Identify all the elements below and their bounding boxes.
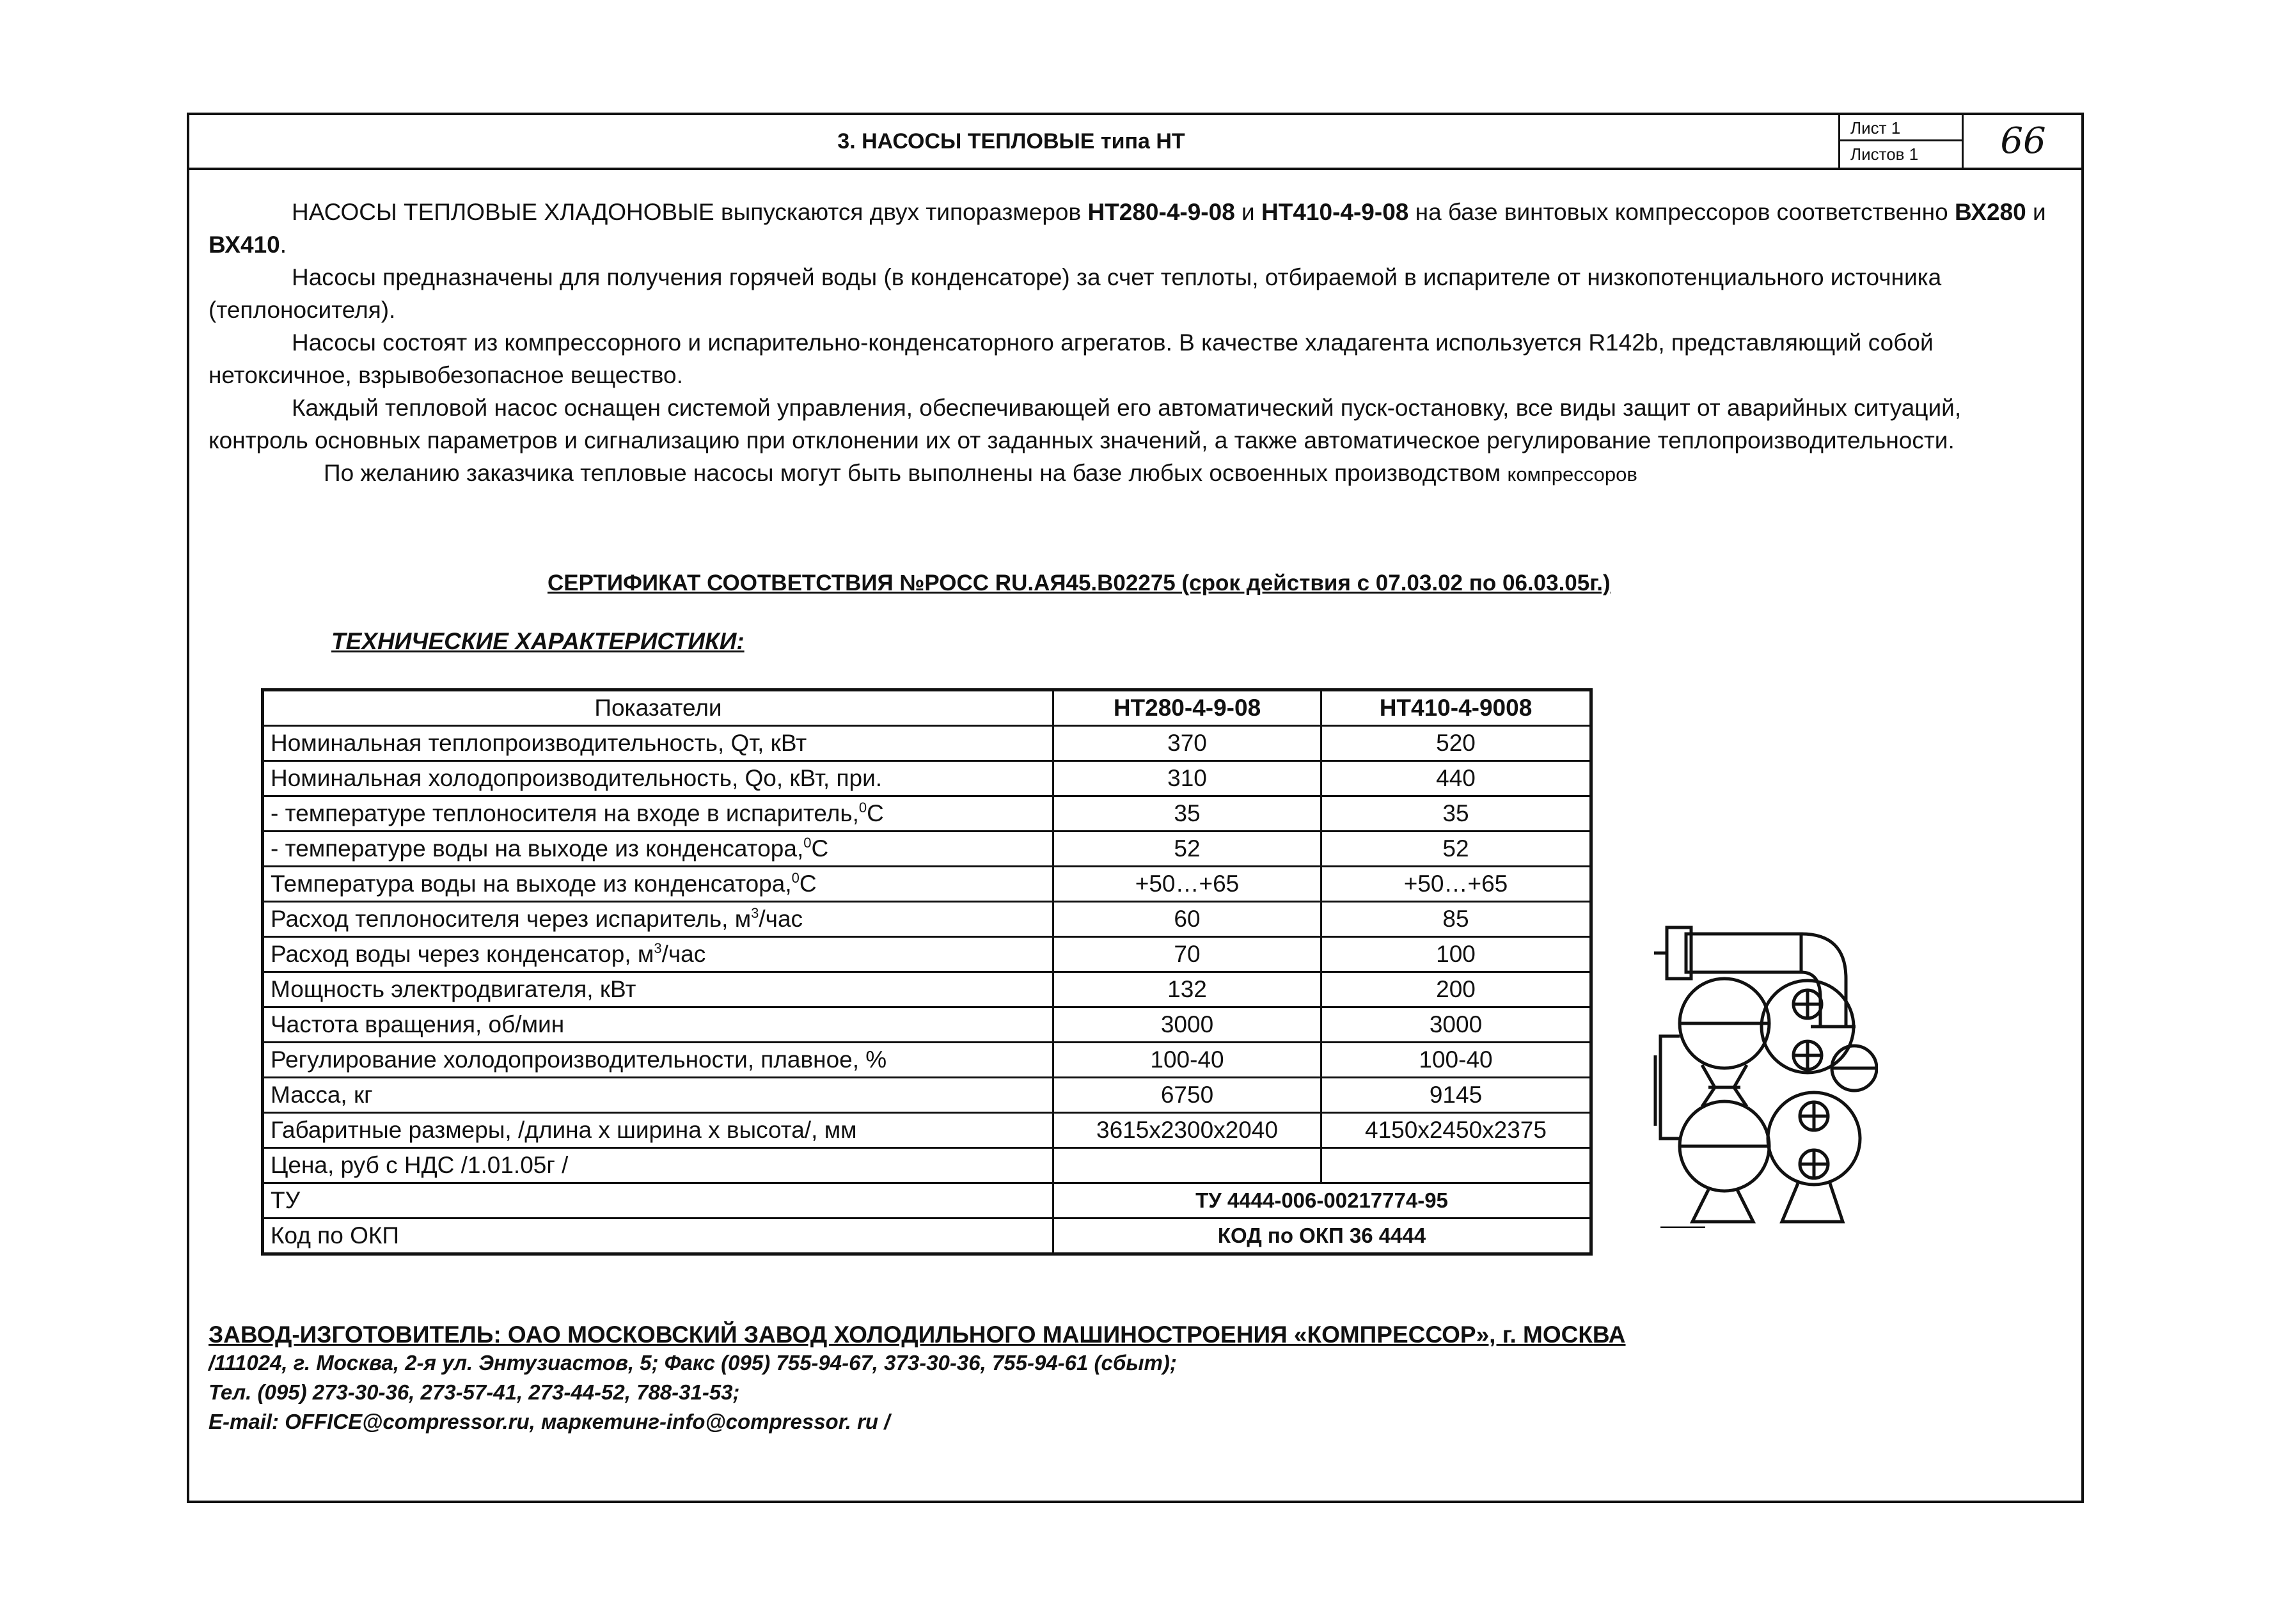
row-label xyxy=(263,726,1053,761)
row-label xyxy=(263,832,1053,867)
row-value-model-2: 3000 xyxy=(1321,1007,1591,1043)
manufacturer-heading: ЗАВОД-ИЗГОТОВИТЕЛЬ: ОАО МОСКОВСКИЙ ЗАВОД ХОЛОДИЛЬНОГО МАШИНОСТРОЕНИЯ «КОМПРЕССОР», г. МОСКВА xyxy=(209,1321,1626,1348)
row-label xyxy=(263,1007,1053,1043)
p1-text-d: и xyxy=(2026,199,2046,225)
okp-label: Код по ОКП xyxy=(263,1218,1053,1254)
intro-paragraph-3: Насосы состоят из компрессорного и испарительно-конденсаторного агрегатов. В качестве хладагента используется R142b, представляющий собой нетоксичное, взрывобезопасное вещество. xyxy=(209,329,1934,388)
row-label-text: Масса, кг xyxy=(271,1082,373,1108)
row-value-model-1 xyxy=(1053,1148,1321,1183)
header-bar xyxy=(189,115,2081,170)
p1-model-2: НТ410-4-9-08 xyxy=(1261,199,1409,225)
row-value-model-2: 440 xyxy=(1321,761,1591,796)
row-value-model-2: 100-40 xyxy=(1321,1043,1591,1078)
intro-paragraph-1 xyxy=(209,196,2057,261)
row-label-superscript: 0 xyxy=(858,800,867,816)
row-label-unit: /час xyxy=(661,941,706,967)
table-row xyxy=(263,1078,1591,1113)
sheet-label: Лист 1 xyxy=(1840,115,1962,141)
table-row-tu xyxy=(263,1183,1591,1218)
row-value-model-2: 9145 xyxy=(1321,1078,1591,1113)
row-label-text: Регулирование холодопроизводительности, плавное, % xyxy=(271,1046,887,1073)
table-header-row xyxy=(263,690,1591,726)
p5-text-b: компрессоров xyxy=(1507,463,1637,485)
row-label-text: Расход воды через конденсатор, м xyxy=(271,941,654,967)
table-row xyxy=(263,1113,1591,1148)
manufacturer-email: E-mail: OFFICE@compressor.ru, маркетинг-info@compressor. ru / xyxy=(209,1410,890,1433)
p1-text-a: НАСОСЫ ТЕПЛОВЫЕ ХЛАДОНОВЫЕ выпускаются двух типоразмеров xyxy=(292,199,1088,225)
row-label-text: Цена, руб с НДС /1.01.05г / xyxy=(271,1152,569,1178)
row-value-model-1: 132 xyxy=(1053,972,1321,1007)
row-value-model-2: 35 xyxy=(1321,796,1591,832)
row-label xyxy=(263,972,1053,1007)
row-value-model-1: 35 xyxy=(1053,796,1321,832)
row-label-text: Номинальная холодопроизводительность, Qо, кВт, при. xyxy=(271,765,883,791)
row-label xyxy=(263,1043,1053,1078)
row-label-text: - температуре воды на выходе из конденсатора, xyxy=(271,835,804,862)
row-label-unit: /час xyxy=(759,906,803,932)
row-value-model-1: 60 xyxy=(1053,902,1321,937)
table-row xyxy=(263,902,1591,937)
manufacturer-block xyxy=(209,1321,2063,1437)
tech-specs-heading: ТЕХНИЧЕСКИЕ ХАРАКТЕРИСТИКИ: xyxy=(331,628,745,654)
header-model-2: НТ410-4-9008 xyxy=(1321,690,1591,726)
row-label xyxy=(263,902,1053,937)
row-value-model-2: 200 xyxy=(1321,972,1591,1007)
row-value-model-1: 6750 xyxy=(1053,1078,1321,1113)
row-label-unit: С xyxy=(867,800,884,826)
manufacturer-address: /111024, г. Москва, 2-я ул. Энтузиастов, 5; Факс (095) 755-94-67, 373-30-36, 755-94-61 (сбыт); xyxy=(209,1351,1177,1375)
row-label-text: Частота вращения, об/мин xyxy=(271,1011,565,1037)
p1-compressor-1: ВХ280 xyxy=(1954,199,2026,225)
intro-text xyxy=(209,196,2057,491)
row-label-text: Мощность электродвигателя, кВт xyxy=(271,976,636,1002)
table-row xyxy=(263,1007,1591,1043)
row-label-text: Температура воды на выходе из конденсатора, xyxy=(271,871,792,897)
row-label-superscript: 3 xyxy=(654,940,662,956)
row-label-text: - температуре теплоносителя на входе в испаритель, xyxy=(271,800,859,826)
row-value-model-2: 520 xyxy=(1321,726,1591,761)
row-label-text: Габаритные размеры, /длина х ширина х высота/, мм xyxy=(271,1117,857,1143)
header-indicators: Показатели xyxy=(263,690,1053,726)
row-value-model-1: 52 xyxy=(1053,832,1321,867)
row-value-model-1: 70 xyxy=(1053,937,1321,972)
intro-paragraph-5 xyxy=(209,457,2057,491)
row-label-unit: С xyxy=(811,835,829,862)
page-frame xyxy=(187,113,2084,1503)
row-label xyxy=(263,796,1053,832)
row-value-model-1: 370 xyxy=(1053,726,1321,761)
row-label xyxy=(263,867,1053,902)
row-value-model-1: 310 xyxy=(1053,761,1321,796)
row-label-unit: С xyxy=(799,871,817,897)
manufacturer-phones: Тел. (095) 273-30-36, 273-57-41, 273-44-52, 788-31-53; xyxy=(209,1380,740,1404)
row-value-model-1: 3615х2300х2040 xyxy=(1053,1113,1321,1148)
p1-text-b: и xyxy=(1234,199,1262,225)
section-title: 3. НАСОСЫ ТЕПЛОВЫЕ типа НТ xyxy=(837,129,1185,154)
certificate-line: СЕРТИФИКАТ СООТВЕТСТВИЯ №РОСС RU.АЯ45.В02275 (срок действия с 07.03.02 по 06.03.05г.) xyxy=(548,571,1611,595)
header-model-1: НТ280-4-9-08 xyxy=(1053,690,1321,726)
row-value-model-1: 3000 xyxy=(1053,1007,1321,1043)
row-value-model-1: 100-40 xyxy=(1053,1043,1321,1078)
row-label-superscript: 3 xyxy=(751,905,759,921)
sheet-info-box xyxy=(1838,115,1964,168)
table-row xyxy=(263,832,1591,867)
table-row xyxy=(263,937,1591,972)
table-row xyxy=(263,1043,1591,1078)
row-label xyxy=(263,1113,1053,1148)
row-label-text: Номинальная теплопроизводительность, Qт, кВт xyxy=(271,730,807,756)
p1-model-1: НТ280-4-9-08 xyxy=(1087,199,1235,225)
row-label xyxy=(263,1078,1053,1113)
table-row xyxy=(263,1148,1591,1183)
table-row xyxy=(263,867,1591,902)
p1-text-e: . xyxy=(280,232,287,258)
table-row xyxy=(263,761,1591,796)
page-number: 66 xyxy=(2000,120,2046,162)
p5-text-a: По желанию заказчика тепловые насосы могут быть выполнены на базе любых освоенных производством xyxy=(324,460,1508,486)
tu-label: ТУ xyxy=(263,1183,1053,1218)
row-value-model-2: 4150х2450х2375 xyxy=(1321,1113,1591,1148)
table-row xyxy=(263,972,1591,1007)
row-value-model-2: 100 xyxy=(1321,937,1591,972)
specs-table xyxy=(261,688,1593,1256)
p1-compressor-2: ВХ410 xyxy=(209,232,280,258)
row-label xyxy=(263,1148,1053,1183)
row-value-model-2: 85 xyxy=(1321,902,1591,937)
intro-paragraph-4: Каждый тепловой насос оснащен системой управления, обеспечивающей его автоматический пуск-остановку, все виды защит от аварийных ситуаций, контроль основных параметров и сигнализацию при отклонении их от заданных значений, а также автоматическое регулирование теплопроизводительности. xyxy=(209,395,1962,453)
row-value-model-2: +50…+65 xyxy=(1321,867,1591,902)
row-value-model-2 xyxy=(1321,1148,1591,1183)
row-value-model-2: 52 xyxy=(1321,832,1591,867)
p1-text-c: на базе винтовых компрессоров соответственно xyxy=(1408,199,1955,225)
okp-value: КОД по ОКП 36 4444 xyxy=(1053,1218,1591,1254)
row-label xyxy=(263,761,1053,796)
intro-paragraph-2: Насосы предназначены для получения горячей воды (в конденсаторе) за счет теплоты, отбираемой в испарителе от низкопотенциального источника (теплоносителя). xyxy=(209,264,1942,323)
table-row-okp xyxy=(263,1218,1591,1254)
heat-pump-drawing xyxy=(1648,806,1878,1228)
sheets-count-label: Листов 1 xyxy=(1850,145,1919,164)
row-label-superscript: 0 xyxy=(791,870,800,886)
row-label xyxy=(263,937,1053,972)
row-label-superscript: 0 xyxy=(803,835,812,851)
table-row xyxy=(263,726,1591,761)
row-value-model-1: +50…+65 xyxy=(1053,867,1321,902)
table-row xyxy=(263,796,1591,832)
tu-value: ТУ 4444-006-00217774-95 xyxy=(1053,1183,1591,1218)
row-label-text: Расход теплоносителя через испаритель, м xyxy=(271,906,752,932)
